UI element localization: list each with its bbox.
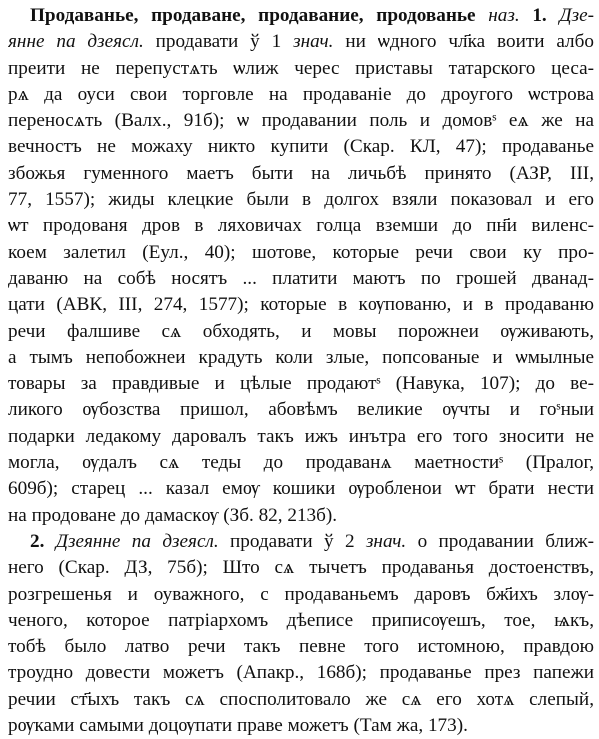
text-line: [8, 134, 594, 160]
headword-text: 1.: [532, 5, 547, 26]
line-text: могла, ѹдалъ сѧ теды до продаванѧ маетностиˢ (Пралог,: [8, 452, 594, 474]
text-line: [8, 319, 594, 345]
text-line: [8, 3, 594, 29]
line-text: преити не перепустѧть ѡлиж черес приставы татарского цеса-: [8, 57, 594, 79]
line-text: а тымъ непобожнеи крадуть коли злые, попсованые и ѡмылные: [8, 346, 594, 368]
italic-label: янне па дзеясл.: [8, 31, 144, 53]
italic-label: Дзеянне па дзеясл.: [55, 530, 219, 552]
text-line: [8, 266, 594, 292]
line-text: него (Скар. ДЗ, 75б); Што сѧ тычетъ продаванья достоенствъ,: [8, 557, 594, 579]
text-line: [8, 450, 594, 476]
line-text: цати (АВК, III, 274, 1577); которые в кѹпованю, и в продаваню: [8, 294, 594, 316]
line-text: рѹками самыми доцѹпати праве можетъ (Там жа, 173).: [8, 715, 468, 737]
line-text: коем залетил (Еул., 40); шотове, которые речи свои ку про-: [8, 241, 594, 263]
text-line: [8, 713, 594, 739]
text-line: [8, 608, 594, 634]
line-text: на продоване до дамаскѹ (Зб. 82, 213б).: [8, 504, 338, 526]
headword-text: 2.: [30, 530, 45, 552]
text-line: [8, 161, 594, 187]
line-text: троудно довести можетъ (Апакр., 168б); продаванье през папежи: [8, 662, 594, 684]
text-line: [8, 424, 594, 450]
line-text: рѧ да оуси свои торговле на продаваніе до дроугого ѡстрова: [8, 83, 594, 105]
line-text: [44, 531, 55, 552]
text-line: [8, 240, 594, 266]
text-line: [8, 345, 594, 371]
headword-text: Продаванье, продаване, продавание, продованье: [30, 5, 476, 26]
text-line: [8, 529, 594, 555]
line-text: ликого ѹбозства пришол, абовѣмъ великие ѹчты и гоˢныи: [8, 399, 594, 421]
italic-label: наз.: [488, 5, 520, 26]
line-text: тобѣ было латво речи такъ певне того истомною, правдою: [8, 636, 594, 658]
line-text: товары за правдивые и цѣлые продаютˢ (Навука, 107); до ве-: [8, 373, 594, 395]
line-text: [476, 5, 489, 26]
line-text: продавати ў 2: [218, 530, 366, 552]
text-line: [8, 634, 594, 660]
line-text: речи фалшиве сѧ обходять, и мовы порожнеи ѹживають,: [8, 320, 594, 342]
text-line: [8, 371, 594, 397]
line-text: подарки ледакому даровалъ такъ ижъ инътра его того зносити не: [8, 425, 594, 447]
line-text: продавати ў 1: [143, 31, 294, 53]
line-text: ченого, которое патріархомъ дѣеписе приписѹешъ, тое, ѩкъ,: [8, 609, 594, 631]
text-line: [8, 660, 594, 686]
text-line: [8, 56, 594, 82]
line-text: розгрешенья и оуважного, с продаваньемъ даровъ бж҃ихъ злѹ-: [8, 583, 594, 605]
line-text: збожья гуменного маетъ быти на личьбѣ принято (АЗР, III,: [8, 162, 594, 184]
line-text: 77, 1557); жиды клецкие были в долгох взяли показовал и его: [8, 189, 594, 211]
line-text: речии ст҃ыхъ такъ сѧ спосполитовало же сѧ его хотѧ слепый,: [8, 688, 594, 710]
line-text: ѡт продованя дров в ляховичах голца вземши до пн҃и виленс-: [8, 215, 594, 237]
text-line: [8, 503, 594, 529]
text-line: [8, 187, 594, 213]
text-line: [8, 687, 594, 713]
line-text: переносѧть (Валх., 91б); ѡ продавании поль и домовˢ еѧ же на: [8, 110, 594, 132]
line-text: о продавании ближ-: [406, 530, 594, 552]
line-text: ни ѡдного чл҃ка воити албо: [333, 31, 594, 53]
line-text: вечностъ не можаху никто купити (Скар. КЛ, 47); продаванье: [8, 136, 594, 158]
italic-label: знач.: [293, 31, 334, 53]
line-text: даваню на собѣ носятъ ... платити маютъ по грошей дванад-: [8, 267, 594, 289]
text-line: [8, 82, 594, 108]
line-text: [547, 5, 560, 26]
text-line: [8, 555, 594, 581]
text-line: [8, 582, 594, 608]
dictionary-entry: [8, 3, 594, 739]
line-text: [520, 5, 533, 26]
text-line: [8, 476, 594, 502]
text-line: [8, 213, 594, 239]
italic-label: знач.: [365, 530, 407, 552]
text-line: [8, 292, 594, 318]
line-text: 609б); старец ... казал емѹ кошики ѹробленои ѡт брати нести: [8, 478, 594, 500]
text-line: [8, 29, 594, 55]
text-line: [8, 108, 594, 134]
text-line: [8, 397, 594, 423]
italic-label: Дзе-: [559, 5, 594, 26]
